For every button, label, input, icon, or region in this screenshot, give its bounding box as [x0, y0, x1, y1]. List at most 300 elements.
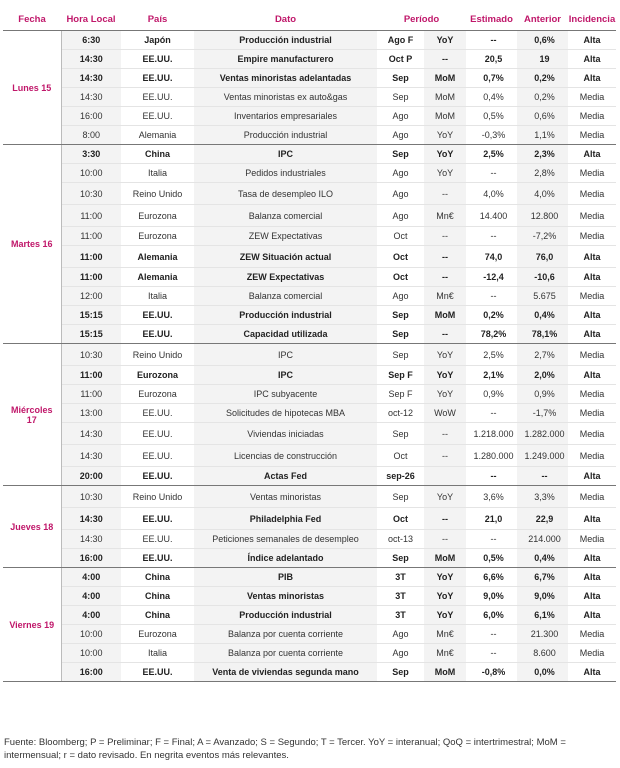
country-cell: Alemania — [121, 268, 194, 287]
period-cell: Sep — [377, 663, 424, 682]
previous-cell: 0,4% — [517, 549, 568, 568]
impact-cell: Alta — [568, 366, 616, 385]
period-cell: Sep F — [377, 385, 424, 404]
period-cell: Ago — [377, 183, 424, 205]
unit-cell: YoY — [424, 568, 466, 587]
event-cell: Ventas minoristas adelantadas — [194, 69, 377, 88]
time-cell: 14:30 — [61, 423, 121, 445]
period-cell: Ago — [377, 644, 424, 663]
period-cell: Ago — [377, 625, 424, 644]
estimate-cell: 4,0% — [466, 183, 517, 205]
period-cell: Sep — [377, 306, 424, 325]
country-cell: EE.UU. — [121, 404, 194, 423]
unit-cell: YoY — [424, 385, 466, 404]
estimate-cell: -- — [466, 530, 517, 549]
estimate-cell: 9,0% — [466, 587, 517, 606]
period-cell: Oct — [377, 508, 424, 530]
unit-cell: YoY — [424, 31, 466, 50]
estimate-cell: 0,5% — [466, 107, 517, 126]
country-cell: EE.UU. — [121, 530, 194, 549]
period-cell: Oct P — [377, 50, 424, 69]
country-cell: Japón — [121, 31, 194, 50]
unit-cell: Mn€ — [424, 287, 466, 306]
previous-cell: 0,2% — [517, 88, 568, 107]
time-cell: 4:00 — [61, 587, 121, 606]
previous-cell: 5.675 — [517, 287, 568, 306]
estimate-cell: 3,6% — [466, 486, 517, 508]
previous-cell: 8.600 — [517, 644, 568, 663]
country-cell: EE.UU. — [121, 445, 194, 467]
previous-cell: 76,0 — [517, 246, 568, 268]
impact-cell: Alta — [568, 549, 616, 568]
impact-cell: Media — [568, 205, 616, 227]
table-row — [3, 445, 616, 467]
period-cell: Sep — [377, 145, 424, 164]
country-cell: Reino Unido — [121, 183, 194, 205]
previous-cell: 0,6% — [517, 107, 568, 126]
header-dato: Dato — [194, 8, 377, 31]
event-cell: Venta de viviendas segunda mano — [194, 663, 377, 682]
time-cell: 12:00 — [61, 287, 121, 306]
estimate-cell: 20,5 — [466, 50, 517, 69]
event-cell: IPC — [194, 344, 377, 366]
unit-cell: YoY — [424, 486, 466, 508]
impact-cell: Alta — [568, 606, 616, 625]
time-cell: 10:00 — [61, 625, 121, 644]
date-cell: Miércoles 17 — [3, 344, 61, 486]
previous-cell: 6,7% — [517, 568, 568, 587]
table-row — [3, 183, 616, 205]
time-cell: 11:00 — [61, 366, 121, 385]
event-cell: Balanza comercial — [194, 205, 377, 227]
time-cell: 20:00 — [61, 467, 121, 486]
event-cell: Producción industrial — [194, 306, 377, 325]
country-cell: EE.UU. — [121, 50, 194, 69]
previous-cell: 0,0% — [517, 663, 568, 682]
event-cell: ZEW Situación actual — [194, 246, 377, 268]
table-row — [3, 366, 616, 385]
impact-cell: Media — [568, 644, 616, 663]
time-cell: 16:00 — [61, 663, 121, 682]
table-row — [3, 287, 616, 306]
impact-cell: Alta — [568, 246, 616, 268]
country-cell: Eurozona — [121, 625, 194, 644]
unit-cell: MoM — [424, 88, 466, 107]
table-row — [3, 164, 616, 183]
previous-cell: 2,0% — [517, 366, 568, 385]
country-cell: EE.UU. — [121, 306, 194, 325]
estimate-cell: -12,4 — [466, 268, 517, 287]
time-cell: 8:00 — [61, 126, 121, 145]
country-cell: EE.UU. — [121, 325, 194, 344]
date-cell: Viernes 19 — [3, 568, 61, 682]
previous-cell: 1.282.000 — [517, 423, 568, 445]
event-cell: Balanza por cuenta corriente — [194, 625, 377, 644]
table-row — [3, 644, 616, 663]
unit-cell: YoY — [424, 606, 466, 625]
country-cell: EE.UU. — [121, 508, 194, 530]
previous-cell: 0,6% — [517, 31, 568, 50]
table-row — [3, 423, 616, 445]
impact-cell: Alta — [568, 325, 616, 344]
header-incidencia: Incidencia — [568, 8, 616, 31]
previous-cell: 2,7% — [517, 344, 568, 366]
event-cell: Capacidad utilizada — [194, 325, 377, 344]
table-row — [3, 107, 616, 126]
previous-cell: 9,0% — [517, 587, 568, 606]
estimate-cell: 0,7% — [466, 69, 517, 88]
table-row — [3, 246, 616, 268]
header-pais: País — [121, 8, 194, 31]
impact-cell: Alta — [568, 663, 616, 682]
country-cell: Eurozona — [121, 205, 194, 227]
unit-cell: -- — [424, 183, 466, 205]
period-cell: Sep — [377, 423, 424, 445]
unit-cell: MoM — [424, 107, 466, 126]
table-body — [3, 31, 616, 682]
impact-cell: Media — [568, 107, 616, 126]
time-cell: 14:30 — [61, 50, 121, 69]
table-row — [3, 69, 616, 88]
time-cell: 11:00 — [61, 205, 121, 227]
time-cell: 14:30 — [61, 88, 121, 107]
impact-cell: Media — [568, 126, 616, 145]
previous-cell: -10,6 — [517, 268, 568, 287]
table-row — [3, 205, 616, 227]
header-hora: Hora Local — [61, 8, 121, 31]
event-cell: Philadelphia Fed — [194, 508, 377, 530]
footnote: Fuente: Bloomberg; P = Preliminar; F = Final; A = Avanzado; S = Segundo; T = Tercer. YoY = interanual; QoQ = intertrimestral; MoM = intermensual; r = dato revisado. En negrita eventos más relevantes. — [4, 737, 566, 761]
period-cell: Sep — [377, 88, 424, 107]
previous-cell: 19 — [517, 50, 568, 69]
estimate-cell: 0,9% — [466, 385, 517, 404]
country-cell: EE.UU. — [121, 69, 194, 88]
impact-cell: Alta — [568, 508, 616, 530]
previous-cell: 78,1% — [517, 325, 568, 344]
period-cell: Ago — [377, 164, 424, 183]
estimate-cell: 14.400 — [466, 205, 517, 227]
event-cell: Producción industrial — [194, 606, 377, 625]
period-cell: 3T — [377, 568, 424, 587]
table-header — [3, 8, 616, 31]
estimate-cell: 2,5% — [466, 145, 517, 164]
country-cell: China — [121, 145, 194, 164]
event-cell: Actas Fed — [194, 467, 377, 486]
time-cell: 14:30 — [61, 530, 121, 549]
unit-cell: -- — [424, 423, 466, 445]
period-cell: Sep F — [377, 366, 424, 385]
period-cell: Sep — [377, 549, 424, 568]
estimate-cell: -0,3% — [466, 126, 517, 145]
unit-cell: -- — [424, 50, 466, 69]
impact-cell: Alta — [568, 31, 616, 50]
table-row — [3, 404, 616, 423]
impact-cell: Alta — [568, 568, 616, 587]
table-row — [3, 268, 616, 287]
estimate-cell: 0,4% — [466, 88, 517, 107]
estimate-cell: -- — [466, 227, 517, 246]
unit-cell: -- — [424, 508, 466, 530]
country-cell: EE.UU. — [121, 88, 194, 107]
impact-cell: Media — [568, 486, 616, 508]
country-cell: Reino Unido — [121, 486, 194, 508]
previous-cell: 6,1% — [517, 606, 568, 625]
impact-cell: Media — [568, 385, 616, 404]
country-cell: Eurozona — [121, 385, 194, 404]
time-cell: 10:30 — [61, 486, 121, 508]
header-fecha: Fecha — [3, 8, 61, 31]
country-cell: China — [121, 587, 194, 606]
period-cell: oct-12 — [377, 404, 424, 423]
impact-cell: Media — [568, 287, 616, 306]
previous-cell: 12.800 — [517, 205, 568, 227]
time-cell: 13:00 — [61, 404, 121, 423]
table-row — [3, 530, 616, 549]
period-cell: Sep — [377, 486, 424, 508]
country-cell: Eurozona — [121, 227, 194, 246]
impact-cell: Alta — [568, 69, 616, 88]
date-cell: Jueves 18 — [3, 486, 61, 568]
previous-cell: 0,2% — [517, 69, 568, 88]
unit-cell — [424, 467, 466, 486]
table-row — [3, 227, 616, 246]
unit-cell: -- — [424, 445, 466, 467]
time-cell: 10:00 — [61, 164, 121, 183]
estimate-cell: 0,5% — [466, 549, 517, 568]
estimate-cell: 6,6% — [466, 568, 517, 587]
estimate-cell: 74,0 — [466, 246, 517, 268]
table-row — [3, 467, 616, 486]
impact-cell: Media — [568, 164, 616, 183]
time-cell: 14:30 — [61, 508, 121, 530]
country-cell: EE.UU. — [121, 107, 194, 126]
period-cell: Oct — [377, 268, 424, 287]
event-cell: Ventas minoristas ex auto&gas — [194, 88, 377, 107]
estimate-cell: -- — [466, 467, 517, 486]
period-cell: Ago — [377, 287, 424, 306]
period-cell: Oct — [377, 246, 424, 268]
unit-cell: YoY — [424, 344, 466, 366]
economic-calendar-table — [3, 8, 616, 682]
time-cell: 3:30 — [61, 145, 121, 164]
estimate-cell: -0,8% — [466, 663, 517, 682]
time-cell: 15:15 — [61, 306, 121, 325]
table-row — [3, 625, 616, 644]
table-row — [3, 88, 616, 107]
previous-cell: 2,3% — [517, 145, 568, 164]
event-cell: Ventas minoristas — [194, 587, 377, 606]
period-cell: Oct — [377, 445, 424, 467]
unit-cell: WoW — [424, 404, 466, 423]
estimate-cell: -- — [466, 644, 517, 663]
time-cell: 6:30 — [61, 31, 121, 50]
table-row — [3, 145, 616, 164]
unit-cell: MoM — [424, 549, 466, 568]
unit-cell: MoM — [424, 69, 466, 88]
country-cell: Eurozona — [121, 366, 194, 385]
event-cell: Índice adelantado — [194, 549, 377, 568]
period-cell: Sep — [377, 344, 424, 366]
estimate-cell: -- — [466, 287, 517, 306]
estimate-cell: 1.218.000 — [466, 423, 517, 445]
country-cell: Italia — [121, 287, 194, 306]
previous-cell: 0,4% — [517, 306, 568, 325]
time-cell: 14:30 — [61, 445, 121, 467]
unit-cell: Mn€ — [424, 205, 466, 227]
impact-cell: Media — [568, 344, 616, 366]
impact-cell: Media — [568, 88, 616, 107]
event-cell: Tasa de desempleo ILO — [194, 183, 377, 205]
previous-cell: 21.300 — [517, 625, 568, 644]
unit-cell: YoY — [424, 145, 466, 164]
table-row — [3, 549, 616, 568]
impact-cell: Alta — [568, 306, 616, 325]
table-row — [3, 508, 616, 530]
period-cell: sep-26 — [377, 467, 424, 486]
country-cell: Alemania — [121, 126, 194, 145]
event-cell: PIB — [194, 568, 377, 587]
previous-cell: 3,3% — [517, 486, 568, 508]
event-cell: Viviendas iniciadas — [194, 423, 377, 445]
impact-cell: Alta — [568, 467, 616, 486]
event-cell: Peticiones semanales de desempleo — [194, 530, 377, 549]
period-cell: oct-13 — [377, 530, 424, 549]
previous-cell: 1.249.000 — [517, 445, 568, 467]
unit-cell: -- — [424, 227, 466, 246]
time-cell: 10:30 — [61, 183, 121, 205]
impact-cell: Media — [568, 227, 616, 246]
time-cell: 11:00 — [61, 268, 121, 287]
period-cell: Sep — [377, 325, 424, 344]
time-cell: 10:00 — [61, 644, 121, 663]
unit-cell: -- — [424, 530, 466, 549]
table-row — [3, 663, 616, 682]
table-row — [3, 587, 616, 606]
table-row — [3, 50, 616, 69]
country-cell: EE.UU. — [121, 663, 194, 682]
time-cell: 4:00 — [61, 568, 121, 587]
table-row — [3, 568, 616, 587]
time-cell: 16:00 — [61, 549, 121, 568]
unit-cell: -- — [424, 246, 466, 268]
previous-cell: -1,7% — [517, 404, 568, 423]
unit-cell: YoY — [424, 587, 466, 606]
unit-cell: MoM — [424, 306, 466, 325]
impact-cell: Media — [568, 404, 616, 423]
date-cell: Martes 16 — [3, 145, 61, 344]
unit-cell: MoM — [424, 663, 466, 682]
time-cell: 10:30 — [61, 344, 121, 366]
table-row — [3, 385, 616, 404]
event-cell: Solicitudes de hipotecas MBA — [194, 404, 377, 423]
event-cell: Ventas minoristas — [194, 486, 377, 508]
previous-cell: 22,9 — [517, 508, 568, 530]
table-row — [3, 126, 616, 145]
unit-cell: YoY — [424, 366, 466, 385]
table-row — [3, 325, 616, 344]
country-cell: Alemania — [121, 246, 194, 268]
country-cell: Reino Unido — [121, 344, 194, 366]
country-cell: China — [121, 568, 194, 587]
impact-cell: Media — [568, 530, 616, 549]
estimate-cell: 6,0% — [466, 606, 517, 625]
header-anterior: Anterior — [517, 8, 568, 31]
estimate-cell: 78,2% — [466, 325, 517, 344]
unit-cell: -- — [424, 268, 466, 287]
previous-cell: 2,8% — [517, 164, 568, 183]
country-cell: EE.UU. — [121, 467, 194, 486]
impact-cell: Media — [568, 423, 616, 445]
previous-cell: 0,9% — [517, 385, 568, 404]
period-cell: Ago — [377, 107, 424, 126]
event-cell: IPC — [194, 366, 377, 385]
impact-cell: Media — [568, 625, 616, 644]
period-cell: Ago — [377, 126, 424, 145]
estimate-cell: 1.280.000 — [466, 445, 517, 467]
period-cell: Sep — [377, 69, 424, 88]
unit-cell: YoY — [424, 126, 466, 145]
country-cell: Italia — [121, 644, 194, 663]
header-periodo: Período — [377, 8, 466, 31]
previous-cell: 214.000 — [517, 530, 568, 549]
time-cell: 15:15 — [61, 325, 121, 344]
impact-cell: Alta — [568, 145, 616, 164]
unit-cell: YoY — [424, 164, 466, 183]
event-cell: ZEW Expectativas — [194, 227, 377, 246]
country-cell: Italia — [121, 164, 194, 183]
previous-cell: -7,2% — [517, 227, 568, 246]
impact-cell: Media — [568, 445, 616, 467]
table-row — [3, 606, 616, 625]
event-cell: IPC — [194, 145, 377, 164]
unit-cell: Mn€ — [424, 644, 466, 663]
time-cell: 16:00 — [61, 107, 121, 126]
estimate-cell: 21,0 — [466, 508, 517, 530]
country-cell: EE.UU. — [121, 423, 194, 445]
event-cell: Empire manufacturero — [194, 50, 377, 69]
previous-cell: -- — [517, 467, 568, 486]
table-row — [3, 31, 616, 50]
impact-cell: Alta — [568, 587, 616, 606]
time-cell: 14:30 — [61, 69, 121, 88]
table-row — [3, 344, 616, 366]
estimate-cell: -- — [466, 404, 517, 423]
country-cell: EE.UU. — [121, 549, 194, 568]
period-cell: 3T — [377, 606, 424, 625]
period-cell: Ago — [377, 205, 424, 227]
estimate-cell: 0,2% — [466, 306, 517, 325]
table-row — [3, 486, 616, 508]
period-cell: Ago F — [377, 31, 424, 50]
unit-cell: -- — [424, 325, 466, 344]
estimate-cell: -- — [466, 31, 517, 50]
previous-cell: 1,1% — [517, 126, 568, 145]
date-cell: Lunes 15 — [3, 31, 61, 145]
impact-cell: Alta — [568, 50, 616, 69]
country-cell: China — [121, 606, 194, 625]
estimate-cell: 2,5% — [466, 344, 517, 366]
time-cell: 11:00 — [61, 246, 121, 268]
estimate-cell: 2,1% — [466, 366, 517, 385]
event-cell: Balanza por cuenta corriente — [194, 644, 377, 663]
event-cell: Producción industrial — [194, 126, 377, 145]
impact-cell: Alta — [568, 268, 616, 287]
event-cell: IPC subyacente — [194, 385, 377, 404]
event-cell: Producción industrial — [194, 31, 377, 50]
estimate-cell: -- — [466, 164, 517, 183]
event-cell: Licencias de construcción — [194, 445, 377, 467]
table-row — [3, 306, 616, 325]
